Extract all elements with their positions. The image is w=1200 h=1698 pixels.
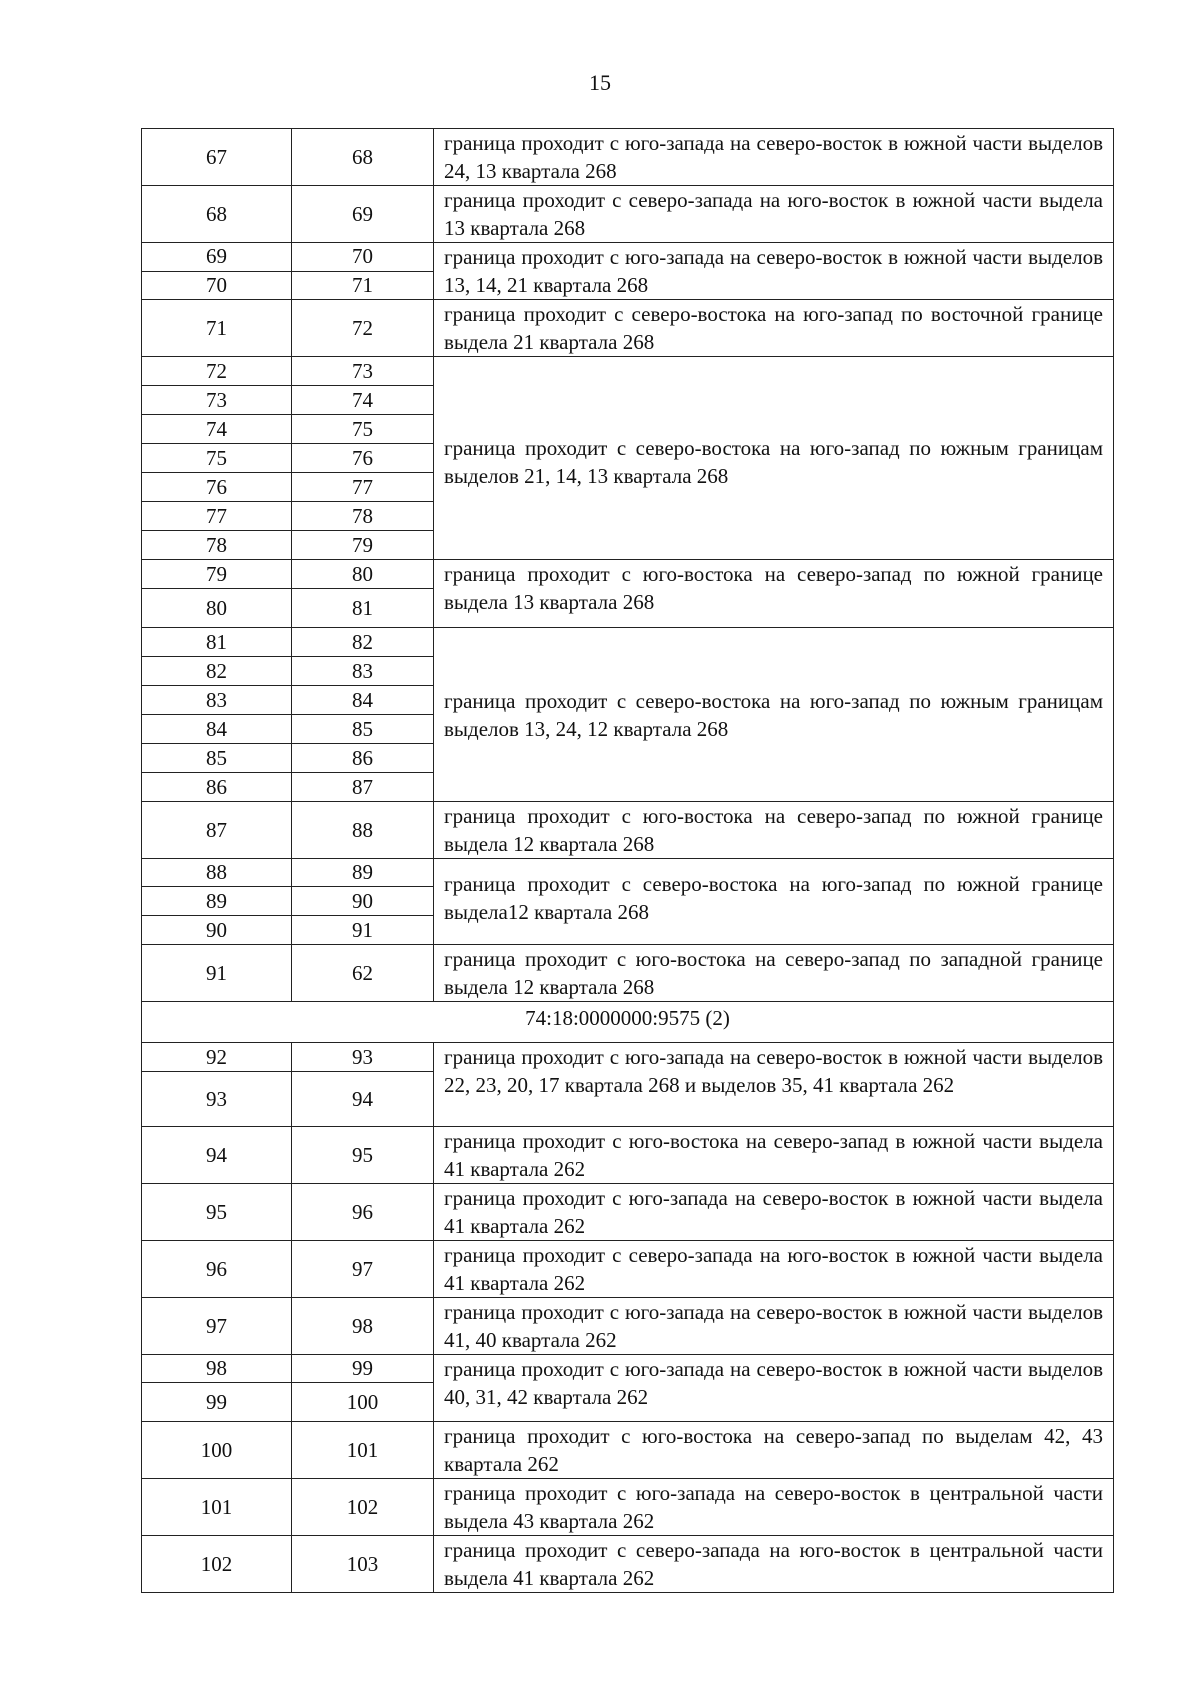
point-to: 76 [292,444,434,473]
point-from: 99 [142,1383,292,1422]
point-from: 92 [142,1043,292,1072]
point-from: 69 [142,243,292,272]
point-from: 85 [142,744,292,773]
boundary-description: граница проходит с северо-запада на юго-восток в южной части выдела 13 квартала 268 [434,186,1114,243]
point-to: 100 [292,1383,434,1422]
table-row [142,243,1114,272]
point-to: 99 [292,1355,434,1383]
table-row [142,1184,1114,1241]
point-from: 93 [142,1072,292,1127]
point-to: 102 [292,1479,434,1536]
boundary-description: граница проходит с юго-запада на северо-восток в южной части выделов 22, 23, 20, 17 квартала 268 и выделов 35, 41 квартала 262 [434,1043,1114,1127]
table-row [142,129,1114,186]
point-from: 74 [142,415,292,444]
page-number: 15 [589,70,611,95]
point-to: 88 [292,802,434,859]
table-row [142,1298,1114,1355]
point-to: 87 [292,773,434,802]
point-from: 72 [142,357,292,386]
point-to: 95 [292,1127,434,1184]
point-to: 81 [292,589,434,628]
point-from: 88 [142,859,292,887]
point-from: 91 [142,945,292,1002]
boundary-description: граница проходит с северо-запада на юго-восток в южной части выдела 41 квартала 262 [434,1241,1114,1298]
point-to: 69 [292,186,434,243]
point-from: 77 [142,502,292,531]
table-row [142,628,1114,657]
boundary-description: граница проходит с юго-востока на северо-запад по южной границе выдела 12 квартала 268 [434,802,1114,859]
point-from: 100 [142,1422,292,1479]
point-from: 79 [142,560,292,589]
point-from: 95 [142,1184,292,1241]
point-from: 98 [142,1355,292,1383]
point-to: 97 [292,1241,434,1298]
point-to: 62 [292,945,434,1002]
point-to: 70 [292,243,434,272]
point-from: 78 [142,531,292,560]
boundary-description: граница проходит с юго-востока на северо-запад по южной границе выдела 13 квартала 268 [434,560,1114,628]
boundary-description: граница проходит с юго-запада на северо-восток в южной части выделов 13, 14, 21 квартала 268 [434,243,1114,300]
point-to: 101 [292,1422,434,1479]
boundary-description: граница проходит с юго-востока на северо-запад по выделам 42, 43 квартала 262 [434,1422,1114,1479]
point-from: 89 [142,887,292,916]
point-from: 75 [142,444,292,473]
point-to: 68 [292,129,434,186]
point-to: 93 [292,1043,434,1072]
table-row [142,1479,1114,1536]
point-from: 90 [142,916,292,945]
table-row [142,859,1114,887]
point-from: 67 [142,129,292,186]
point-to: 77 [292,473,434,502]
point-to: 79 [292,531,434,560]
point-to: 90 [292,887,434,916]
point-from: 101 [142,1479,292,1536]
point-to: 94 [292,1072,434,1127]
point-from: 73 [142,386,292,415]
table-row [142,186,1114,243]
point-from: 83 [142,686,292,715]
point-from: 71 [142,300,292,357]
boundary-description: граница проходит с северо-востока на юго-запад по южной границе выдела12 квартала 268 [434,859,1114,945]
point-to: 71 [292,271,434,300]
section-row [142,1002,1114,1043]
table-row [142,300,1114,357]
point-to: 72 [292,300,434,357]
table-row [142,945,1114,1002]
table-row [142,1536,1114,1593]
point-to: 98 [292,1298,434,1355]
point-from: 84 [142,715,292,744]
point-from: 86 [142,773,292,802]
point-to: 96 [292,1184,434,1241]
point-from: 70 [142,271,292,300]
point-to: 83 [292,657,434,686]
point-to: 86 [292,744,434,773]
point-to: 89 [292,859,434,887]
point-from: 80 [142,589,292,628]
point-to: 84 [292,686,434,715]
point-from: 102 [142,1536,292,1593]
table-row [142,802,1114,859]
point-to: 85 [292,715,434,744]
table-row [142,1355,1114,1383]
boundary-table-body [142,129,1114,1593]
point-from: 87 [142,802,292,859]
point-from: 96 [142,1241,292,1298]
table-row [142,357,1114,386]
boundary-description: граница проходит с северо-запада на юго-восток в центральной части выдела 41 квартала 262 [434,1536,1114,1593]
cadastral-number-header: 74:18:0000000:9575 (2) [142,1002,1114,1043]
point-from: 68 [142,186,292,243]
table-row [142,1241,1114,1298]
point-to: 91 [292,916,434,945]
table-row [142,1422,1114,1479]
boundary-table [141,128,1114,1593]
point-to: 74 [292,386,434,415]
point-to: 103 [292,1536,434,1593]
boundary-description: граница проходит с северо-востока на юго-запад по южным границам выделов 13, 24, 12 квартала 268 [434,628,1114,802]
boundary-description: граница проходит с северо-востока на юго-запад по южным границам выделов 21, 14, 13 квартала 268 [434,357,1114,560]
table-row [142,1127,1114,1184]
boundary-description: граница проходит с юго-запада на северо-восток в южной части выделов 41, 40 квартала 262 [434,1298,1114,1355]
boundary-description: граница проходит с юго-востока на северо-запад в южной части выдела 41 квартала 262 [434,1127,1114,1184]
boundary-description: граница проходит с юго-запада на северо-восток в южной части выдела 41 квартала 262 [434,1184,1114,1241]
boundary-description: граница проходит с северо-востока на юго-запад по восточной границе выдела 21 квартала 268 [434,300,1114,357]
table-row [142,1043,1114,1072]
boundary-description: граница проходит с юго-запада на северо-восток в центральной части выдела 43 квартала 262 [434,1479,1114,1536]
point-from: 81 [142,628,292,657]
point-from: 97 [142,1298,292,1355]
point-to: 73 [292,357,434,386]
boundary-description: граница проходит с юго-запада на северо-восток в южной части выделов 40, 31, 42 квартала 262 [434,1355,1114,1422]
point-to: 75 [292,415,434,444]
point-from: 76 [142,473,292,502]
point-to: 80 [292,560,434,589]
point-to: 78 [292,502,434,531]
point-from: 94 [142,1127,292,1184]
point-to: 82 [292,628,434,657]
boundary-description: граница проходит с юго-запада на северо-восток в южной части выделов 24, 13 квартала 268 [434,129,1114,186]
table-row [142,560,1114,589]
point-from: 82 [142,657,292,686]
boundary-description: граница проходит с юго-востока на северо-запад по западной границе выдела 12 квартала 268 [434,945,1114,1002]
